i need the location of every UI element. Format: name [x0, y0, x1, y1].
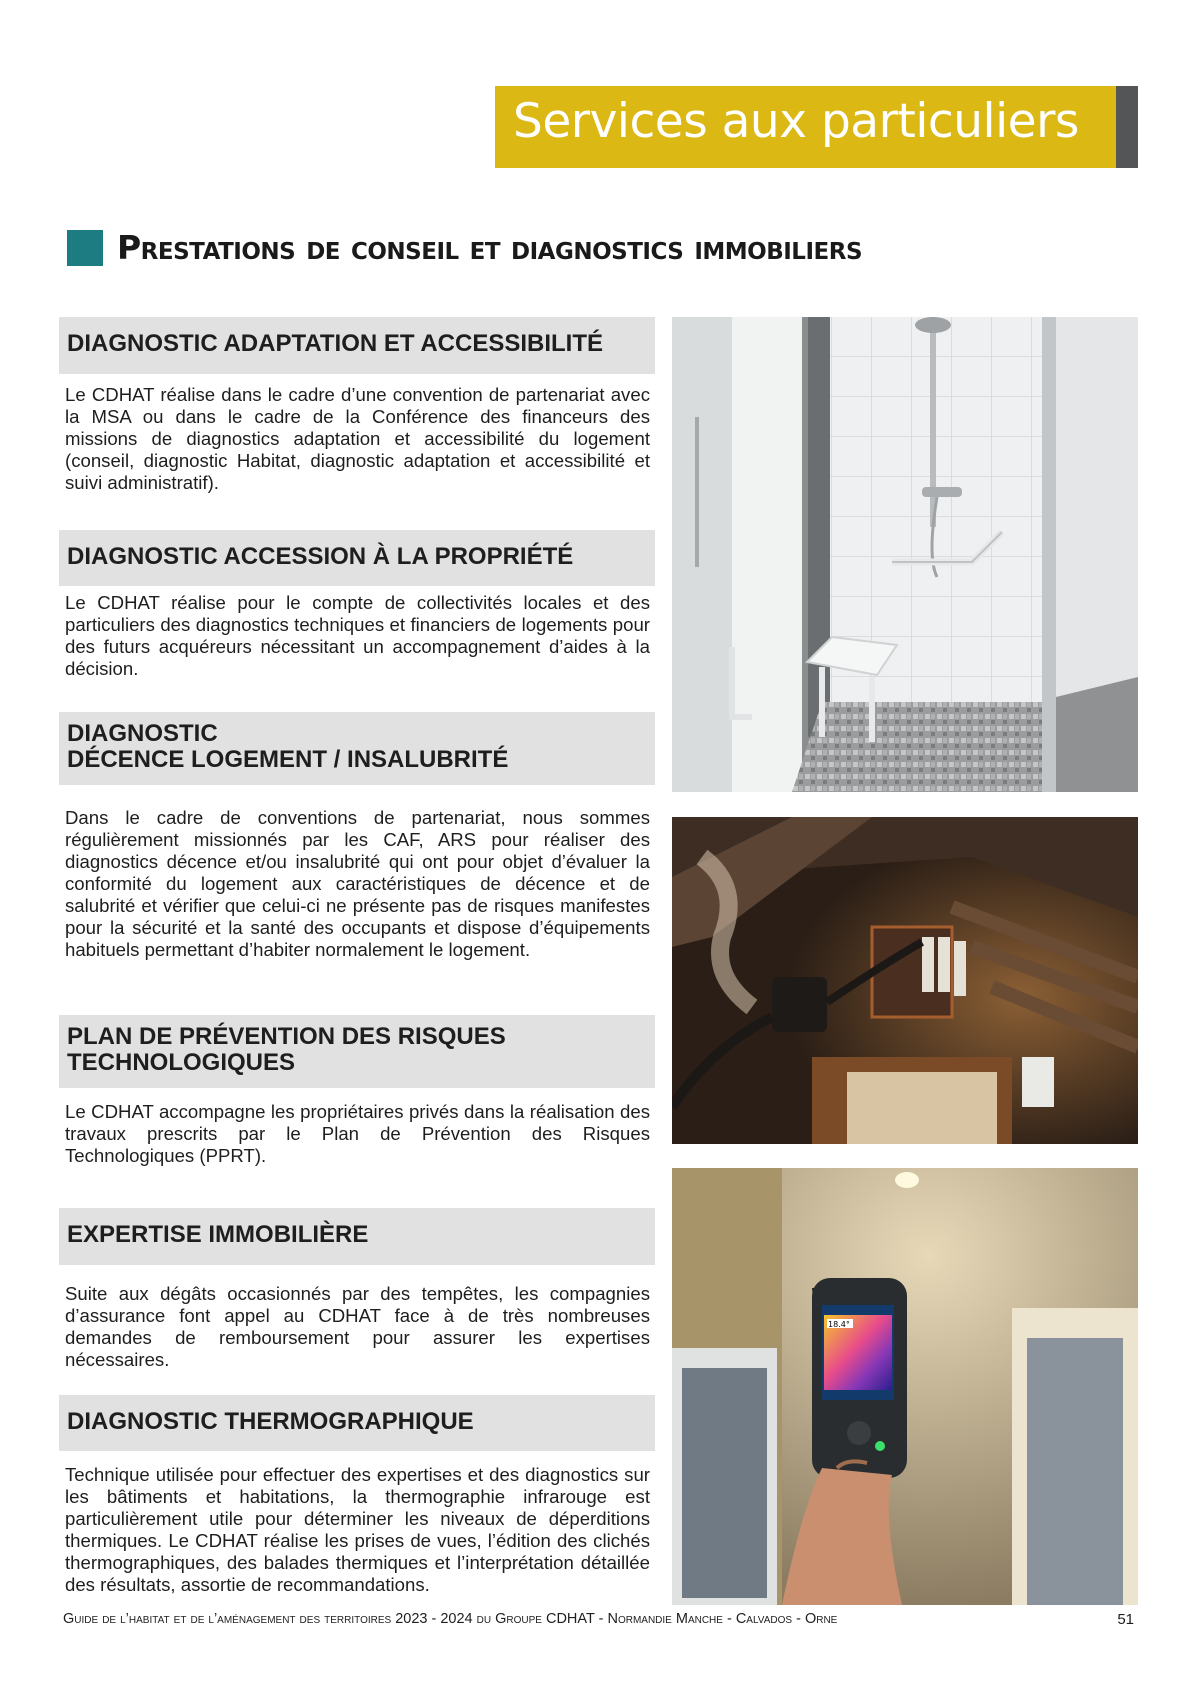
section-head-accession — [59, 530, 655, 586]
section-body-pprt: Le CDHAT accompagne les propriétaires privés dans la réalisation des travaux prescrits par le Plan de Prévention des Risques Technologiques (PPRT). — [65, 1101, 650, 1166]
section-title-expertise: EXPERTISE IMMOBILIÈRE — [67, 1221, 369, 1248]
section-title-accession: DIAGNOSTIC ACCESSION À LA PROPRIÉTÉ — [67, 543, 574, 570]
footer-text: Guide de l’habitat et de l’aménagement des territoires 2023 - 2024 du Groupe CDHAT - Normandie Manche - Calvados - Orne — [63, 1611, 838, 1627]
section-head-thermo — [59, 1395, 655, 1451]
section-body-expertise: Suite aux dégâts occasionnés par des tempêtes, les compagnies d’assurance font appel au CDHAT face à de très nombreuses demandes de remboursement pour assurer les expertises nécessaires. — [65, 1283, 650, 1370]
section-head-pprt — [59, 1015, 655, 1088]
banner-title: Services aux particuliers — [513, 94, 1079, 149]
section-title-adaptation: DIAGNOSTIC ADAPTATION ET ACCESSIBILITÉ — [67, 330, 604, 357]
section-head-expertise — [59, 1208, 655, 1265]
section-head-decence — [59, 712, 655, 785]
section-body-adaptation: Le CDHAT réalise dans le cadre d’une convention de partenariat avec la MSA ou dans le cadre de la Conférence des financeurs des missions de diagnostics adaptation et accessibilité du logement (conseil, diagnostic Habitat, diagnostic adaptation et accessibilité et suivi administratif). — [65, 384, 650, 493]
section-body-accession: Le CDHAT réalise pour le compte de collectivités locales et des particuliers des diagnostics techniques et financiers de logements pour des futurs acquéreurs nécessitant un accompagnement d’aides à la décision. — [65, 592, 650, 679]
section-title-thermo: DIAGNOSTIC THERMOGRAPHIQUE — [67, 1408, 474, 1435]
section-body-decence: Dans le cadre de conventions de partenariat, nous sommes régulièrement missionnés par les CAF, ARS pour réaliser des diagnostics décence et/ou insalubrité qui ont pour objet d’évaluer la conformité du logement aux caractéristiques de décence et de salubrité et vérifier que celui-ci ne présente pas de risques manifestes pour la sécurité et la santé des occupants et dispose d’équipements habituels permettant d’habiter normalement le logement. — [65, 807, 650, 960]
camera-readout: 18.4° — [828, 1320, 850, 1329]
section-title-pprt-line2: TECHNOLOGIQUES — [67, 1049, 296, 1076]
main-title: Prestations de conseil et diagnostics immobiliers — [117, 228, 863, 267]
header-banner — [495, 86, 1138, 168]
photo-shower — [672, 317, 1138, 792]
section-title-pprt-line1: PLAN DE PRÉVENTION DES RISQUES — [67, 1023, 506, 1050]
banner-tab — [1116, 86, 1138, 168]
section-body-thermo: Technique utilisée pour effectuer des expertises et des diagnostics sur les bâtiments et habitations, la thermographie infrarouge est particulièrement utile pour déterminer les niveaux de déperditions thermiques. Le CDHAT réalise les prises de vues, l’édition des clichés thermographiques, des balades thermiques et l’interprétation détaillée des résultats, assortie de recommandations. — [65, 1464, 650, 1595]
photo-thermal-camera — [672, 1168, 1138, 1605]
section-head-adaptation — [59, 317, 655, 374]
section-title-decence-line1: DIAGNOSTIC — [67, 720, 218, 747]
section-title-decence-line2: DÉCENCE LOGEMENT / INSALUBRITÉ — [67, 746, 509, 773]
footer — [63, 1611, 1138, 1633]
heading-square-icon — [67, 230, 103, 266]
photo-burned-electrical — [672, 817, 1138, 1144]
page-number: 51 — [1117, 1611, 1134, 1628]
